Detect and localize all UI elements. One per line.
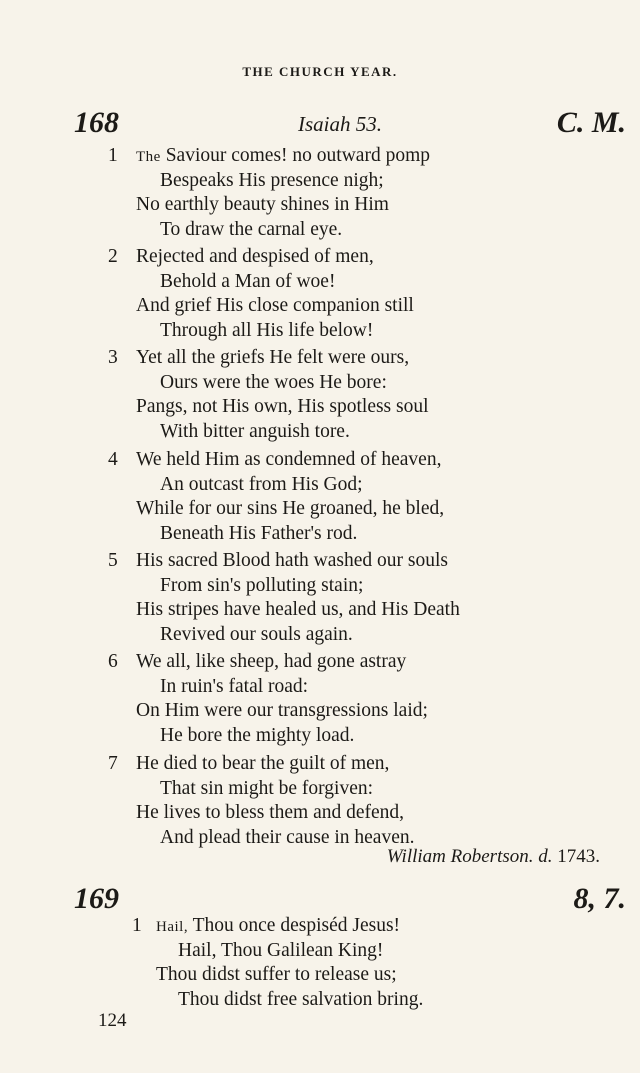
stanza-line-text: We all, like sheep, had gone astray — [136, 651, 407, 672]
stanza-line: Thou didst free salvation bring. — [178, 988, 424, 1010]
stanza-line: That sin might be forgiven: — [160, 777, 374, 799]
hymn-scripture: Isaiah 53. — [298, 112, 382, 136]
author-name: William Robertson. — [386, 846, 534, 867]
stanza-line — [108, 346, 628, 371]
stanza-1 — [132, 914, 640, 1012]
stanza-line: Ours were the woes He bore: — [160, 371, 387, 393]
stanza-line: And plead their cause in heaven. — [160, 826, 415, 848]
stanza-line: Through all His life below! — [160, 319, 374, 341]
stanza-line: On Him were our transgressions laid; — [136, 700, 428, 721]
stanza-line-text: We held Him as condemned of heaven, — [136, 449, 442, 470]
hymn-number: 169 — [74, 882, 119, 915]
stanza-number: 5 — [108, 550, 118, 571]
hymn-number: 168 — [74, 106, 119, 139]
stanza-line: Behold a Man of woe! — [160, 270, 336, 292]
death-abbrev: d. — [538, 846, 553, 867]
stanza-line: And grief His close companion still — [136, 295, 414, 316]
stanza-line — [132, 914, 640, 939]
stanza-line: Beneath His Father's rod. — [160, 522, 358, 544]
stanza-line-text: He died to bear the guilt of men, — [136, 753, 390, 774]
stanza-line: No earthly beauty shines in Him — [136, 194, 389, 215]
stanza-7 — [108, 752, 628, 850]
stanza-line: While for our sins He groaned, he bled, — [136, 498, 445, 519]
stanza-line: Thou didst suffer to release us; — [156, 964, 397, 985]
stanza-5 — [108, 549, 628, 647]
stanza-line — [108, 549, 628, 574]
stanza-line: He lives to bless them and defend, — [136, 802, 405, 823]
page-number: 124 — [98, 1010, 127, 1031]
stanza-line — [108, 245, 628, 270]
stanza-line — [108, 752, 628, 777]
stanza-line: In ruin's fatal road: — [160, 675, 309, 697]
hymn-meter: C. M. — [556, 106, 626, 139]
stanza-number: 2 — [108, 246, 118, 267]
death-year: 1743. — [557, 846, 600, 867]
stanza-number: 3 — [108, 347, 118, 368]
stanza-number: 6 — [108, 651, 118, 672]
stanza-line-text: Rejected and despised of men, — [136, 246, 374, 267]
stanza-2 — [108, 245, 628, 343]
stanza-line — [108, 650, 628, 675]
running-head: THE CHURCH YEAR. — [242, 64, 398, 79]
hymn-168-header — [74, 106, 626, 140]
stanza-line: He bore the mighty load. — [160, 724, 355, 746]
stanza-line — [108, 144, 628, 169]
stanza-number: 7 — [108, 753, 118, 774]
stanza-line: From sin's polluting stain; — [160, 574, 364, 596]
stanza-line-text: Saviour comes! no outward pomp — [165, 145, 430, 166]
stanza-line: His stripes have healed us, and His Death — [136, 599, 460, 620]
drop-cap-word: The — [136, 149, 161, 165]
stanza-number: 4 — [108, 449, 118, 470]
stanza-line: Pangs, not His own, His spotless soul — [136, 396, 429, 417]
stanza-line: Bespeaks His presence nigh; — [160, 169, 384, 191]
stanza-line: With bitter anguish tore. — [160, 420, 350, 442]
stanza-number: 1 — [132, 915, 142, 936]
stanza-3 — [108, 346, 628, 444]
stanza-line: To draw the carnal eye. — [160, 218, 343, 240]
stanza-line: Hail, Thou Galilean King! — [178, 939, 384, 961]
stanza-line-text: Yet all the griefs He felt were ours, — [136, 347, 410, 368]
stanza-6 — [108, 650, 628, 748]
stanza-line-text: His sacred Blood hath washed our souls — [136, 550, 448, 571]
stanza-line: Revived our souls again. — [160, 623, 353, 645]
hymn-169-header — [74, 882, 626, 916]
stanza-1 — [108, 144, 628, 242]
hymn-attribution — [387, 846, 600, 868]
stanza-4 — [108, 448, 628, 546]
stanza-line: An outcast from His God; — [160, 473, 363, 495]
stanza-line — [108, 448, 628, 473]
stanza-line-text: Thou once despiséd Jesus! — [192, 915, 401, 936]
hymn-meter: 8, 7. — [573, 882, 626, 915]
drop-cap-word: Hail, — [156, 919, 189, 935]
stanza-number: 1 — [108, 145, 118, 166]
